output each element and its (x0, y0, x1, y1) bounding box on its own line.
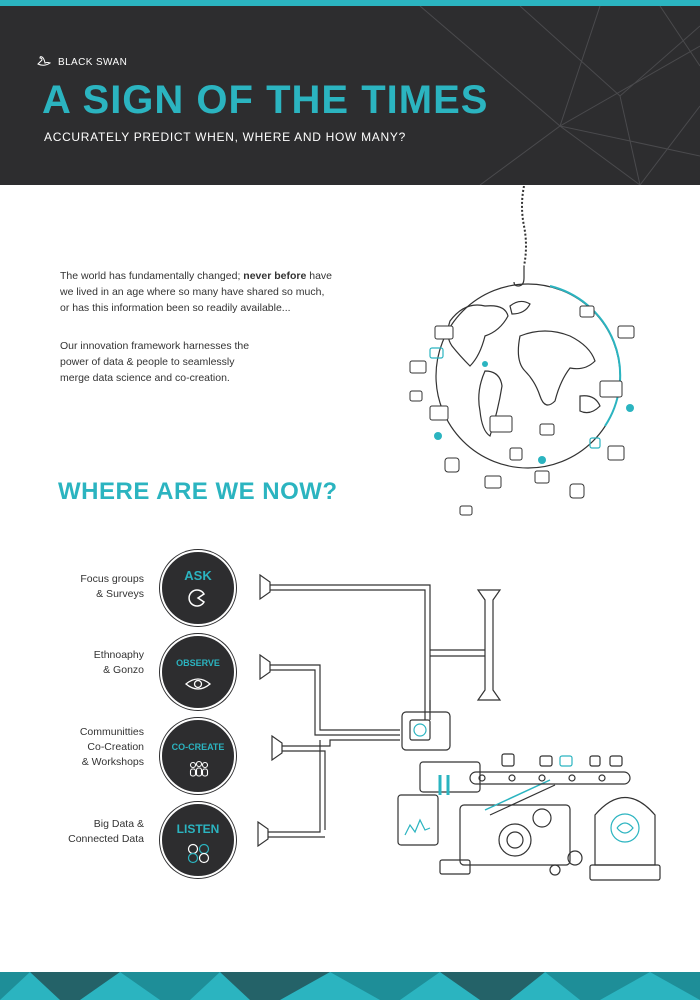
observe-circle (160, 634, 236, 710)
ask-circle-label: ASK (184, 568, 212, 583)
method-label-line: Connected Data (68, 833, 144, 845)
method-label-line: Big Data & (93, 818, 144, 830)
method-label-line: Communitties (79, 726, 144, 738)
globe-illustration (390, 186, 670, 516)
eye-icon (184, 676, 212, 692)
listen-circle (160, 802, 236, 878)
method-label-line: & Surveys (96, 588, 144, 600)
intro-text: merge data science and co-creation. (60, 372, 230, 384)
method-label-line: Co-Creation (87, 741, 144, 753)
intro-text: The world has fundamentally changed; (60, 270, 244, 282)
cocreate-circle-label: CO-CREATE (171, 742, 225, 752)
method-label-observe (29, 648, 144, 678)
circles-icon (186, 842, 212, 864)
intro-text: or has this information been so readily available... (60, 302, 291, 314)
method-label-line: & Gonzo (103, 664, 144, 676)
page-subtitle: ACCURATELY PREDICT WHEN, WHERE AND HOW MANY? (44, 130, 406, 144)
people-icon (188, 760, 210, 778)
method-label-cocreate (29, 725, 144, 770)
intro-emphasis: never before (243, 270, 307, 282)
method-label-line: & Workshops (81, 756, 144, 768)
brand (36, 54, 127, 71)
pacman-icon (188, 588, 208, 608)
observe-circle-label: OBSERVE (176, 658, 220, 668)
section-title: WHERE ARE WE NOW? (58, 478, 338, 505)
footer-geometric-strip (0, 972, 700, 1000)
machine-illustration (250, 540, 700, 890)
swan-logo-icon (36, 54, 52, 71)
cocreate-circle (160, 718, 236, 794)
intro-text: Our innovation framework harnesses the (60, 340, 250, 352)
intro-paragraph-2 (60, 338, 360, 386)
ask-circle (160, 550, 236, 626)
method-label-listen (29, 817, 144, 847)
page-title: A SIGN OF THE TIMES (42, 78, 489, 122)
intro-text: have (306, 270, 332, 282)
intro-text: we lived in an age where so many have shared so much, (60, 286, 325, 298)
method-label-line: Ethnoaphy (93, 649, 144, 661)
intro-text: power of data & people to seamlessly (60, 356, 235, 368)
brand-name: BLACK SWAN (58, 57, 128, 68)
method-label-line: Focus groups (80, 573, 144, 585)
method-label-ask (29, 572, 144, 602)
listen-circle-label: LISTEN (176, 822, 220, 836)
intro-paragraph-1 (60, 268, 360, 316)
